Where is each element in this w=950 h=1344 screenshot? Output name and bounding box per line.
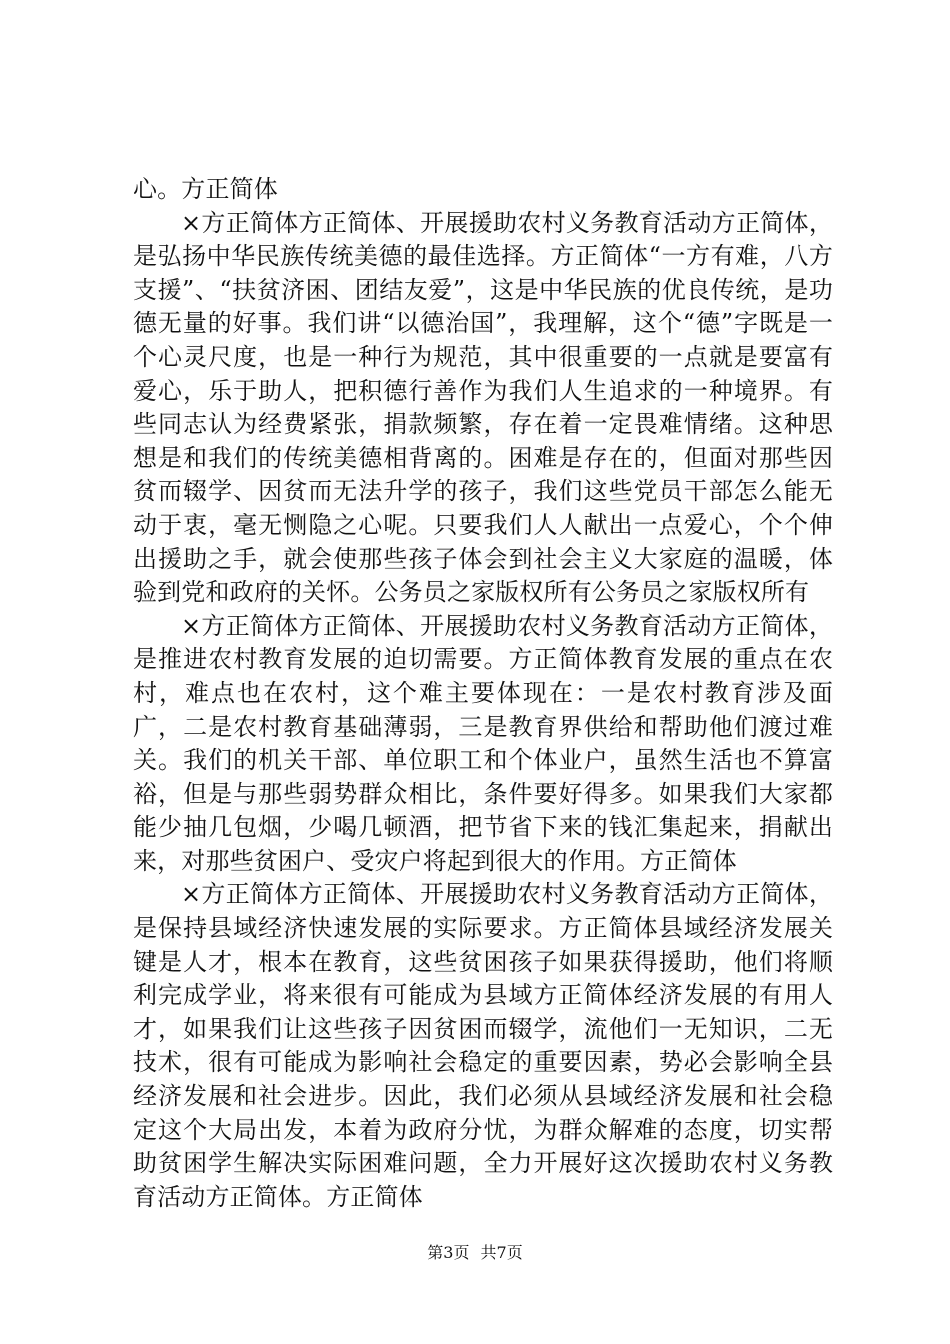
page-footer (0, 1243, 950, 1263)
paragraph-continuation: 心。方正简体 (133, 175, 278, 203)
paragraph-rural-education: ×方正简体方正简体、开展援助农村义务教育活动方正简体，是推进农村教育发展的迫切需要。方正简体教育发展的重点在农村，难点也在农村，这个难主要体现在：一是农村教育涉及面广，二是农村教育基础薄弱，三是教育界供给和帮助他们渡过难关。我们的机关干部、单位职工和个体业户，虽然生活也不算富裕，但是与那些弱势群众相比，条件要好得多。如果我们大家都能少抽几包烟，少喝几顿酒，把节省下来的钱汇集起来，捐献出来，对那些贫困户、受灾户将起到很大的作用。方正简体 (133, 611, 833, 875)
paragraph-traditional-virtue: ×方正简体方正简体、开展援助农村义务教育活动方正简体，是弘扬中华民族传统美德的最佳选择。方正简体“一方有难，八方支援”、“扶贫济困、团结友爱”，这是中华民族的优良传统，是功德无量的好事。我们讲“以德治国”，我理解，这个“德”字既是一个心灵尺度，也是一种行为规范，其中很重要的一点就是要富有爱心，乐于助人，把积德行善作为我们人生追求的一种境界。有些同志认为经费紧张，捐款频繁，存在着一定畏难情绪。这种思想是和我们的传统美德相背离的。困难是存在的，但面对那些因贫而辍学、因贫而无法升学的孩子，我们这些党员干部怎么能无动于衷，毫无恻隐之心呢。只要我们人人献出一点爱心，个个伸出援助之手，就会使那些孩子体会到社会主义大家庭的温暖，体验到党和政府的关怀。公务员之家版权所有公务员之家版权所有 (133, 208, 833, 607)
page-number: 第3页 (427, 1243, 470, 1262)
page-total: 共7页 (480, 1243, 523, 1262)
paragraph-county-economy: ×方正简体方正简体、开展援助农村义务教育活动方正简体，是保持县域经济快速发展的实际要求。方正简体县域经济发展关键是人才，根本在教育，这些贫困孩子如果获得援助，他们将顺利完成学业，将来很有可能成为县域方正简体经济发展的有用人才，如果我们让这些孩子因贫困而辍学，流他们一无知识，二无技术，很有可能成为影响社会稳定的重要因素，势必会影响全县经济发展和社会进步。因此，我们必须从县域经济发展和社会稳定这个大局出发，本着为政府分忧，为群众解难的态度，切实帮助贫困学生解决实际困难问题，全力开展好这次援助农村义务教育活动方正简体。方正简体 (133, 880, 833, 1211)
document-body (133, 173, 833, 1214)
